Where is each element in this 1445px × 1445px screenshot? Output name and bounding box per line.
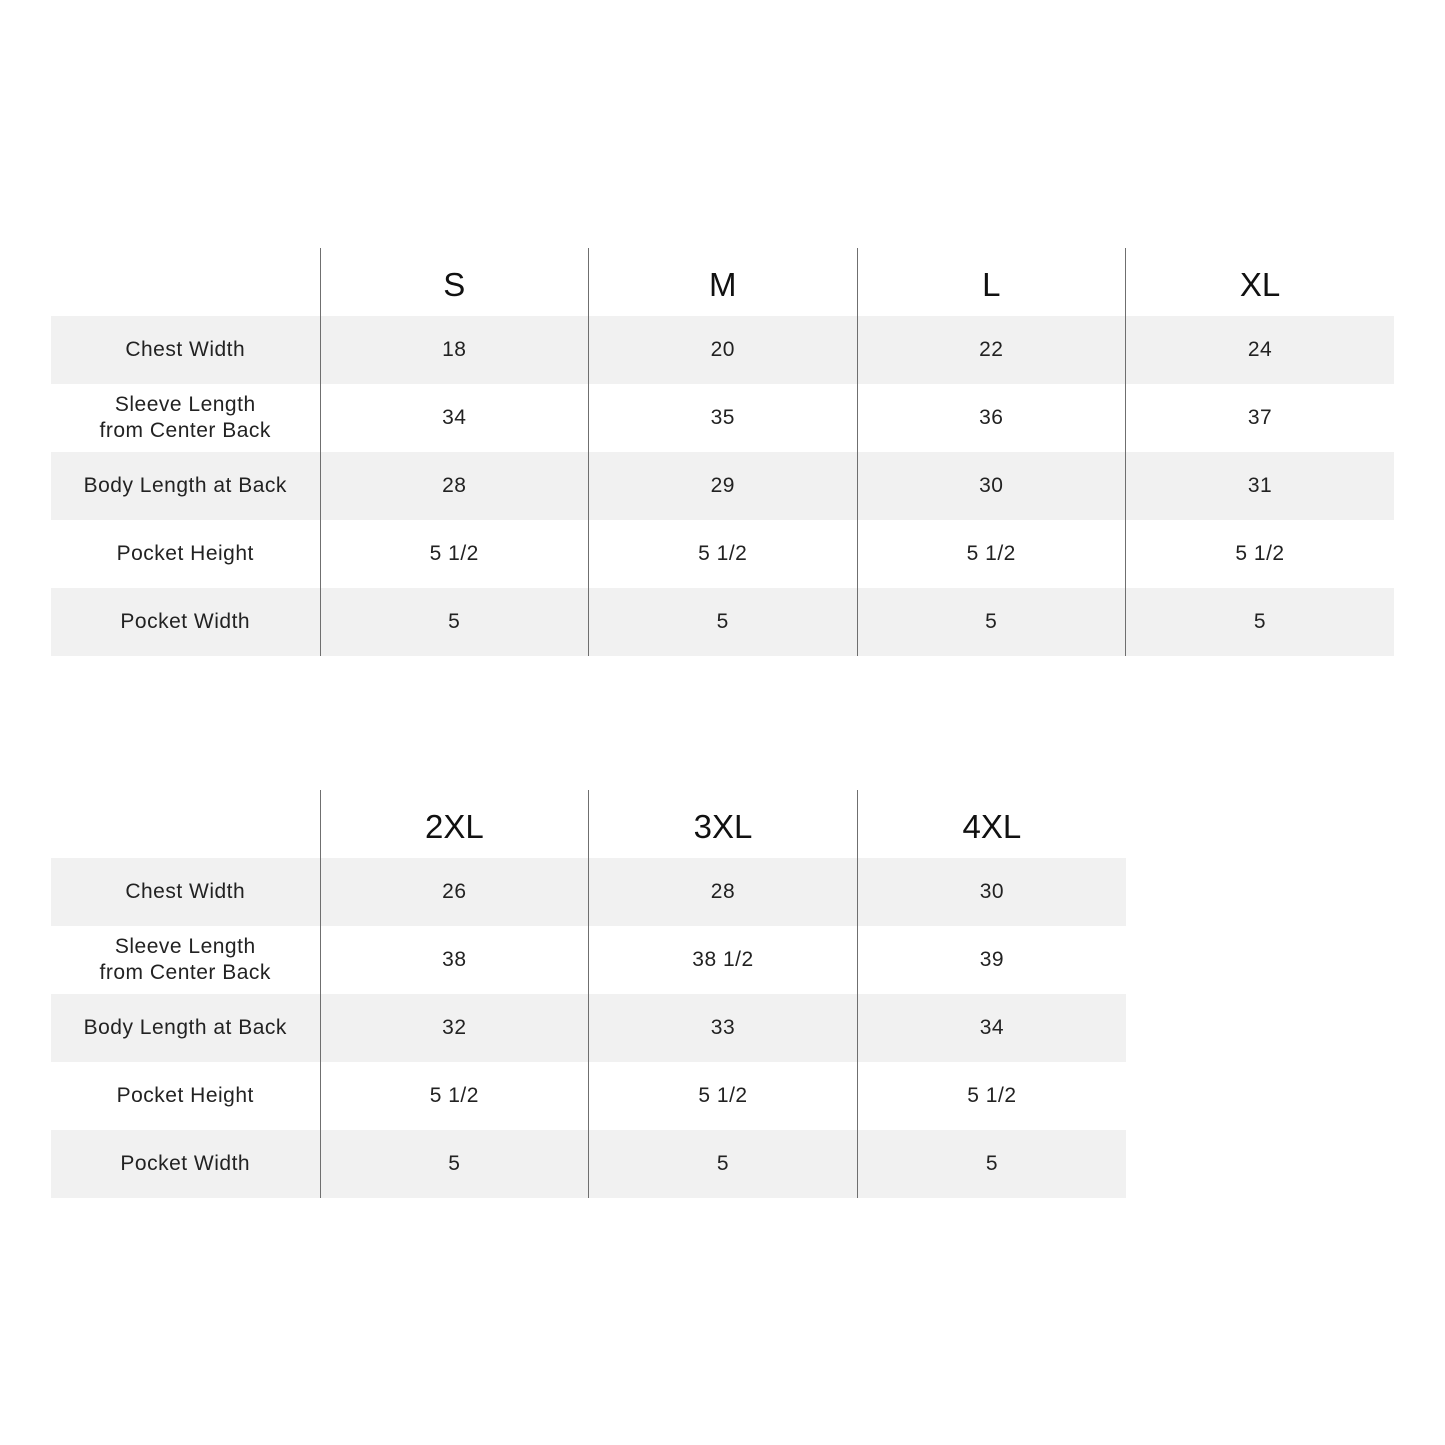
- table-cell: 31: [1126, 452, 1395, 520]
- table-cell: 18: [320, 316, 589, 384]
- table-cell: 29: [589, 452, 858, 520]
- table-row-pocket-height: [51, 1062, 1126, 1130]
- table-cell: 33: [589, 994, 858, 1062]
- size-chart-table-1: [51, 248, 1394, 656]
- table-cell: 5 1/2: [589, 1062, 858, 1130]
- table-row-pocket-width: [51, 588, 1394, 656]
- table-cell: 35: [589, 384, 858, 452]
- row-label: Chest Width: [51, 858, 320, 926]
- size-header-row: [51, 790, 1126, 858]
- row-label: Sleeve Length from Center Back: [51, 926, 320, 994]
- table-cell: 22: [857, 316, 1126, 384]
- table-cell: 30: [857, 452, 1126, 520]
- table-cell: 38: [320, 926, 589, 994]
- size-header-l: L: [857, 248, 1126, 316]
- table-cell: 32: [320, 994, 589, 1062]
- table-cell: 5: [589, 1130, 858, 1198]
- size-header-m: M: [589, 248, 858, 316]
- table-row-chest-width: [51, 316, 1394, 384]
- table-row-body-length: [51, 994, 1126, 1062]
- table-cell: 5: [857, 588, 1126, 656]
- table-cell: 20: [589, 316, 858, 384]
- table-cell: 5 1/2: [1126, 520, 1395, 588]
- size-header-xl: XL: [1126, 248, 1395, 316]
- table-cell: 5 1/2: [857, 520, 1126, 588]
- size-header-row: [51, 248, 1394, 316]
- table-row-pocket-height: [51, 520, 1394, 588]
- table-cell: 5: [1126, 588, 1395, 656]
- size-header-3xl: 3XL: [589, 790, 858, 858]
- table-cell: 5: [320, 1130, 589, 1198]
- table-cell: 34: [857, 994, 1126, 1062]
- size-chart-table-2: [51, 790, 1126, 1198]
- row-label: Body Length at Back: [51, 452, 320, 520]
- table-cell: 28: [589, 858, 858, 926]
- table-cell: 5 1/2: [320, 1062, 589, 1130]
- table-cell: 38 1/2: [589, 926, 858, 994]
- row-label: Pocket Height: [51, 1062, 320, 1130]
- table-cell: 26: [320, 858, 589, 926]
- table-cell: 37: [1126, 384, 1395, 452]
- row-label: Sleeve Length from Center Back: [51, 384, 320, 452]
- table-cell: 5: [589, 588, 858, 656]
- table-row-sleeve-length: [51, 926, 1126, 994]
- table-row-chest-width: [51, 858, 1126, 926]
- table-cell: 34: [320, 384, 589, 452]
- row-label: Chest Width: [51, 316, 320, 384]
- table-cell: 39: [857, 926, 1126, 994]
- header-empty-cell: [51, 790, 320, 858]
- table-row-pocket-width: [51, 1130, 1126, 1198]
- table-cell: 5: [857, 1130, 1126, 1198]
- table-cell: 5 1/2: [320, 520, 589, 588]
- table-cell: 28: [320, 452, 589, 520]
- row-label: Pocket Width: [51, 588, 320, 656]
- size-header-s: S: [320, 248, 589, 316]
- row-label: Pocket Width: [51, 1130, 320, 1198]
- row-label: Body Length at Back: [51, 994, 320, 1062]
- header-empty-cell: [51, 248, 320, 316]
- table-cell: 30: [857, 858, 1126, 926]
- table-row-sleeve-length: [51, 384, 1394, 452]
- table-cell: 24: [1126, 316, 1395, 384]
- row-label: Pocket Height: [51, 520, 320, 588]
- table-cell: 36: [857, 384, 1126, 452]
- size-header-4xl: 4XL: [857, 790, 1126, 858]
- table-cell: 5: [320, 588, 589, 656]
- table-cell: 5 1/2: [857, 1062, 1126, 1130]
- table-row-body-length: [51, 452, 1394, 520]
- table-cell: 5 1/2: [589, 520, 858, 588]
- size-header-2xl: 2XL: [320, 790, 589, 858]
